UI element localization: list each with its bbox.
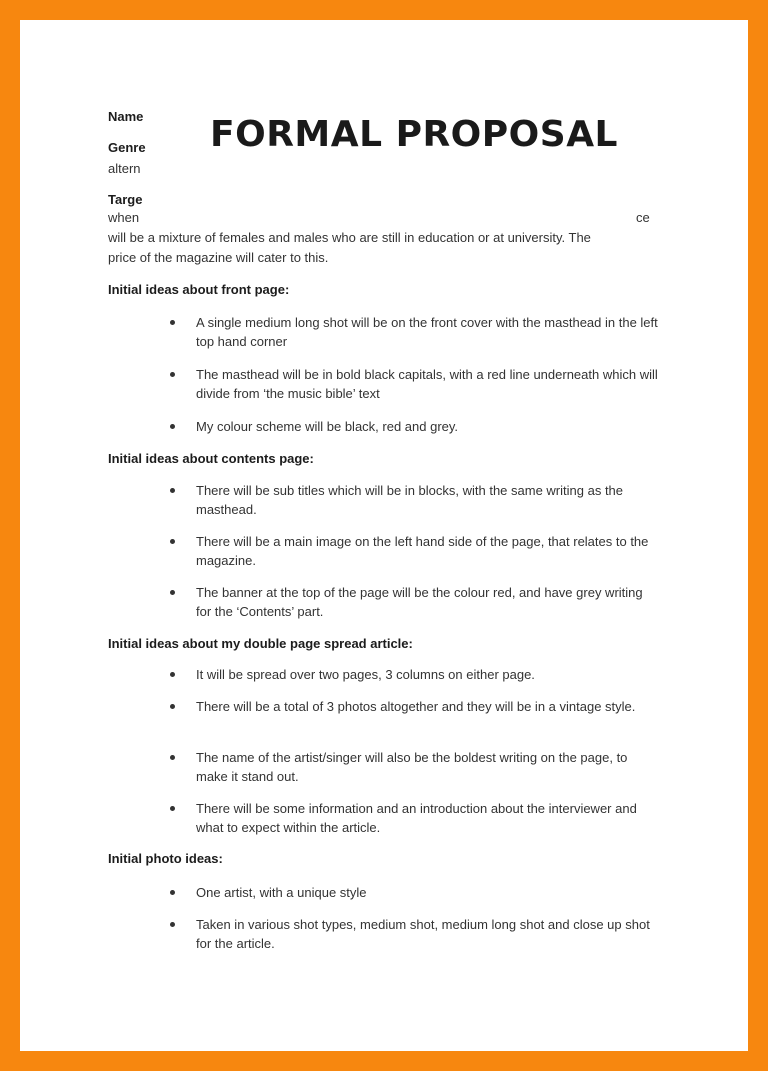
bullet-icon [170, 372, 175, 377]
document-page [20, 20, 748, 1051]
list-item [170, 883, 660, 902]
genre-fragment: altern [108, 161, 141, 176]
target-fragment-left: when [108, 210, 140, 225]
section-heading-front-page: Initial ideas about front page: [108, 282, 290, 297]
bullet-icon [170, 539, 175, 544]
list-item [170, 365, 660, 403]
bullet-text: There will be sub titles which will be in blocks, with the same writing as the masthead. [196, 483, 624, 517]
target-line-2: will be a mixture of females and males who are still in education or at university. The [108, 230, 591, 245]
bullet-text: The masthead will be in bold black capitals, with a red line underneath which will divide from ‘the music bible’ text [196, 367, 658, 401]
genre-label: Genre [108, 140, 146, 155]
list-item [170, 915, 660, 953]
list-item [170, 697, 660, 716]
section-heading-contents-page: Initial ideas about contents page: [108, 451, 314, 466]
section-heading-double-page-spread: Initial ideas about my double page spread article: [108, 636, 413, 651]
target-line-3: price of the magazine will cater to this. [108, 250, 329, 265]
bullet-icon [170, 806, 175, 811]
target-fragment-right: ce [636, 210, 650, 225]
list-item [170, 748, 660, 786]
list-item [170, 481, 660, 519]
bullet-text: There will be some information and an introduction about the interviewer and what to expect within the article. [196, 801, 637, 835]
bullet-text: My colour scheme will be black, red and grey. [196, 419, 459, 434]
target-label: Targe [108, 192, 143, 207]
bullet-text: It will be spread over two pages, 3 columns on either page. [196, 667, 535, 682]
list-item [170, 313, 660, 351]
bullet-icon [170, 488, 175, 493]
bullet-text: There will be a total of 3 photos altogether and they will be in a vintage style. [196, 699, 636, 714]
bullet-text: The banner at the top of the page will be the colour red, and have grey writing for the ‘Contents’ part. [196, 585, 643, 619]
list-item [170, 799, 660, 837]
bullet-icon [170, 890, 175, 895]
bullet-icon [170, 755, 175, 760]
bullet-icon [170, 922, 175, 927]
bullet-icon [170, 590, 175, 595]
list-item [170, 583, 660, 621]
bullet-text: The name of the artist/singer will also be the boldest writing on the page, to make it stand out. [196, 750, 628, 784]
list-item [170, 417, 660, 436]
bullet-icon [170, 704, 175, 709]
bullet-text: A single medium long shot will be on the front cover with the masthead in the left top hand corner [196, 315, 658, 349]
bullet-icon [170, 424, 175, 429]
bullet-text: There will be a main image on the left hand side of the page, that relates to the magazine. [196, 534, 649, 568]
section-heading-photo-ideas: Initial photo ideas: [108, 851, 223, 866]
document-title: FORMAL PROPOSAL [210, 114, 618, 155]
list-item [170, 665, 660, 684]
list-item [170, 532, 660, 570]
bullet-icon [170, 672, 175, 677]
bullet-text: Taken in various shot types, medium shot, medium long shot and close up shot for the article. [196, 917, 650, 951]
bullet-text: One artist, with a unique style [196, 885, 367, 900]
bullet-icon [170, 320, 175, 325]
name-label: Name [108, 109, 144, 124]
